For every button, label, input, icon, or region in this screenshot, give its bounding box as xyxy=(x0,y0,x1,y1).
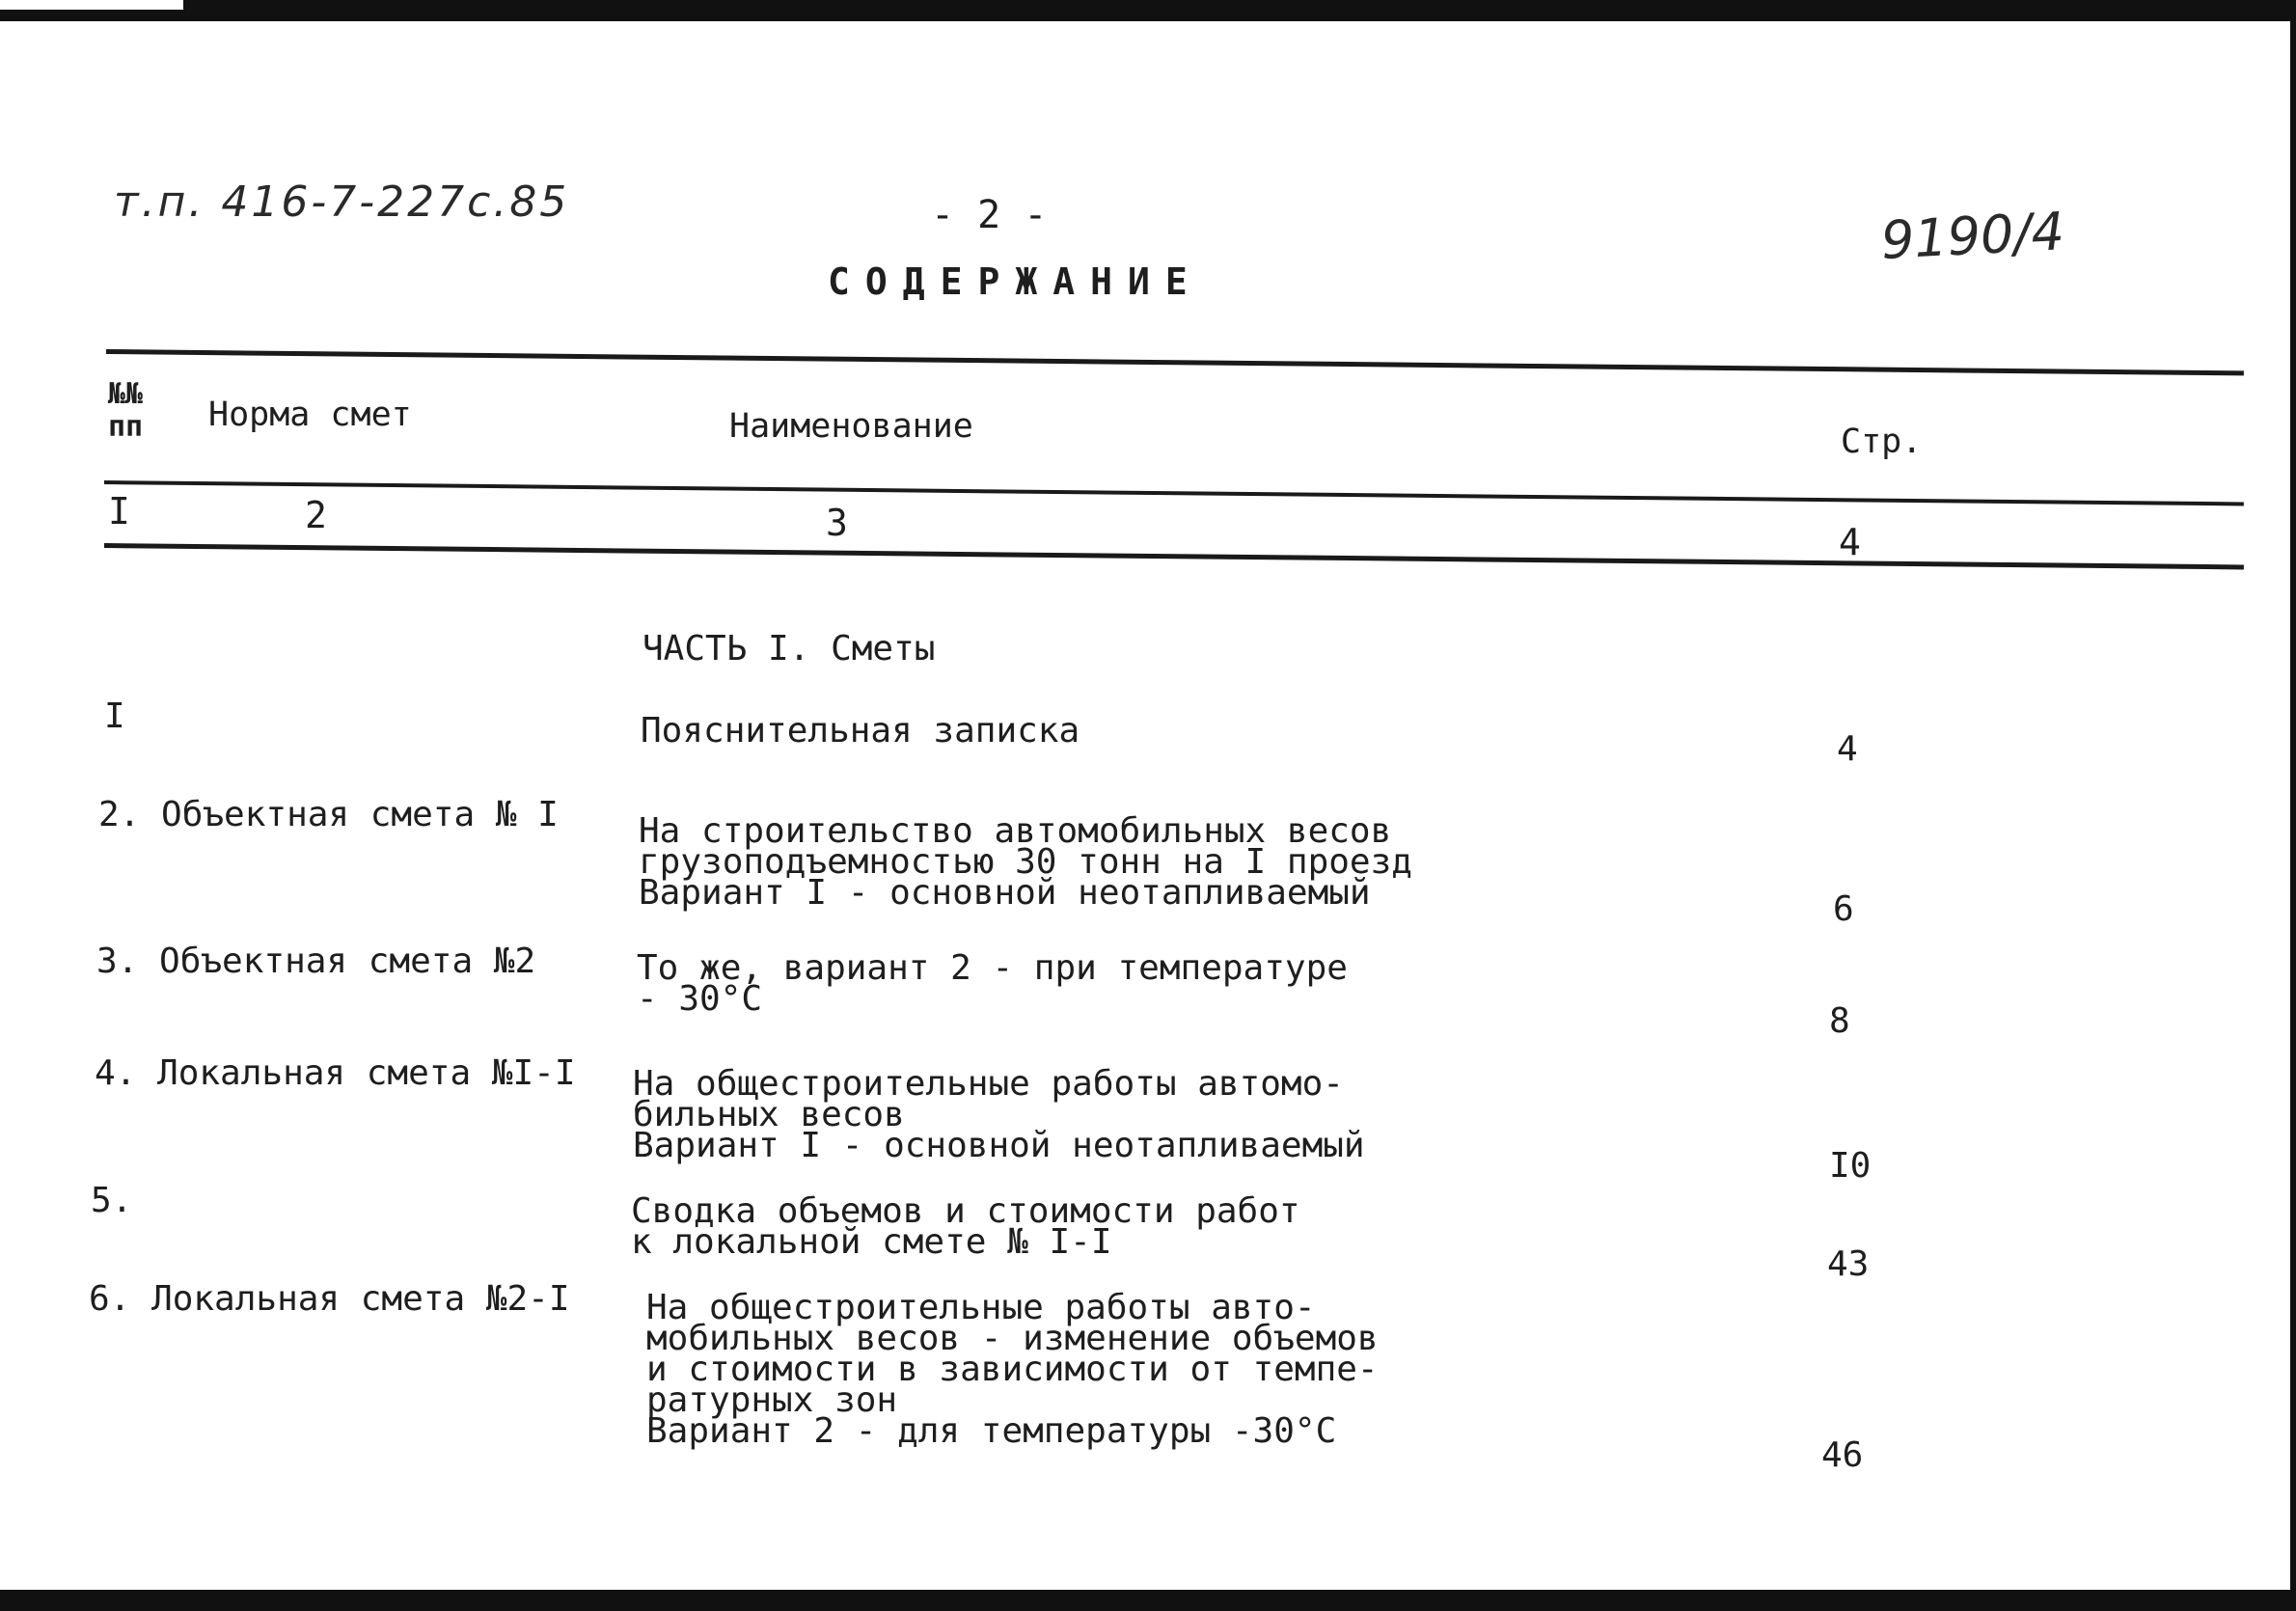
row-3-num: 3. Объектная смета №2 xyxy=(96,942,536,981)
row-4-page: I0 xyxy=(1829,1146,1872,1186)
row-5-name-line: к локальной смете № I-I xyxy=(631,1222,1112,1262)
row-2-name xyxy=(639,811,1412,913)
archive-number: 9190/4 xyxy=(1879,201,2066,271)
row-6-name xyxy=(646,1288,1379,1451)
row-6-num: 6. Локальная смета №2-I xyxy=(89,1279,570,1319)
table-columns-rule xyxy=(104,543,2244,569)
row-5-name xyxy=(631,1191,1300,1262)
row-3-name-line: - 30°C xyxy=(637,979,763,1019)
row-4-name xyxy=(633,1064,1365,1165)
row-4-name-line: На общестроительные работы автомо- xyxy=(633,1064,1344,1104)
row-6-name-line: Вариант 2 - для температуры -30°C xyxy=(646,1411,1337,1451)
table-header-rule xyxy=(104,480,2244,505)
row-6-name-line: мобильных весов - изменение объемов xyxy=(646,1319,1379,1358)
row-2-name-line: Вариант I - основной неотапливаемый xyxy=(639,873,1371,913)
part-heading: ЧАСТЬ I. Сметы xyxy=(642,629,936,669)
column-number-3: 3 xyxy=(826,502,848,544)
row-3-name-line: То же, вариант 2 - при температуре xyxy=(637,948,1348,988)
header-name: Наименование xyxy=(729,407,973,446)
row-1-num: I xyxy=(104,696,125,736)
row-4-name-line: Вариант I - основной неотапливаемый xyxy=(633,1126,1365,1165)
row-1-name xyxy=(641,711,1080,751)
row-6-name-line: На общестроительные работы авто- xyxy=(646,1288,1316,1327)
row-6-name-line: ратурных зон xyxy=(646,1380,898,1420)
header-page: Стр. xyxy=(1841,423,1923,461)
row-6-name-line: и стоимости в зависимости от темпе- xyxy=(646,1350,1379,1389)
row-2-num: 2. Объектная смета № I xyxy=(98,795,559,834)
row-1-page: 4 xyxy=(1837,729,1858,769)
row-5-name-line: Сводка объемов и стоимости работ xyxy=(631,1191,1300,1231)
row-2-name-line: На строительство автомобильных весов xyxy=(639,811,1392,851)
page-number: - 2 - xyxy=(931,193,1048,237)
header-norma: Норма смет xyxy=(208,396,412,434)
column-number-1: I xyxy=(108,490,130,532)
page-title: СОДЕРЖАНИЕ xyxy=(828,260,1203,303)
row-3-name xyxy=(637,948,1348,1019)
row-5-page: 43 xyxy=(1827,1244,1870,1284)
table-top-rule xyxy=(106,349,2244,375)
row-1-name-line: Пояснительная записка xyxy=(641,711,1080,751)
row-5-num: 5. xyxy=(91,1181,133,1220)
column-number-4: 4 xyxy=(1839,521,1861,563)
row-3-page: 8 xyxy=(1829,1001,1850,1041)
row-4-num: 4. Локальная смета №I-I xyxy=(95,1053,576,1093)
row-4-name-line: бильных весов xyxy=(633,1095,905,1134)
document-code: т.п. 416-7-227с.85 xyxy=(114,177,570,227)
row-6-page: 46 xyxy=(1821,1435,1864,1475)
header-num: №№ пп xyxy=(108,377,144,444)
column-number-2: 2 xyxy=(305,494,327,536)
row-2-page: 6 xyxy=(1833,889,1854,929)
row-2-name-line: грузоподъемностью 30 тонн на I проезд xyxy=(639,842,1412,882)
